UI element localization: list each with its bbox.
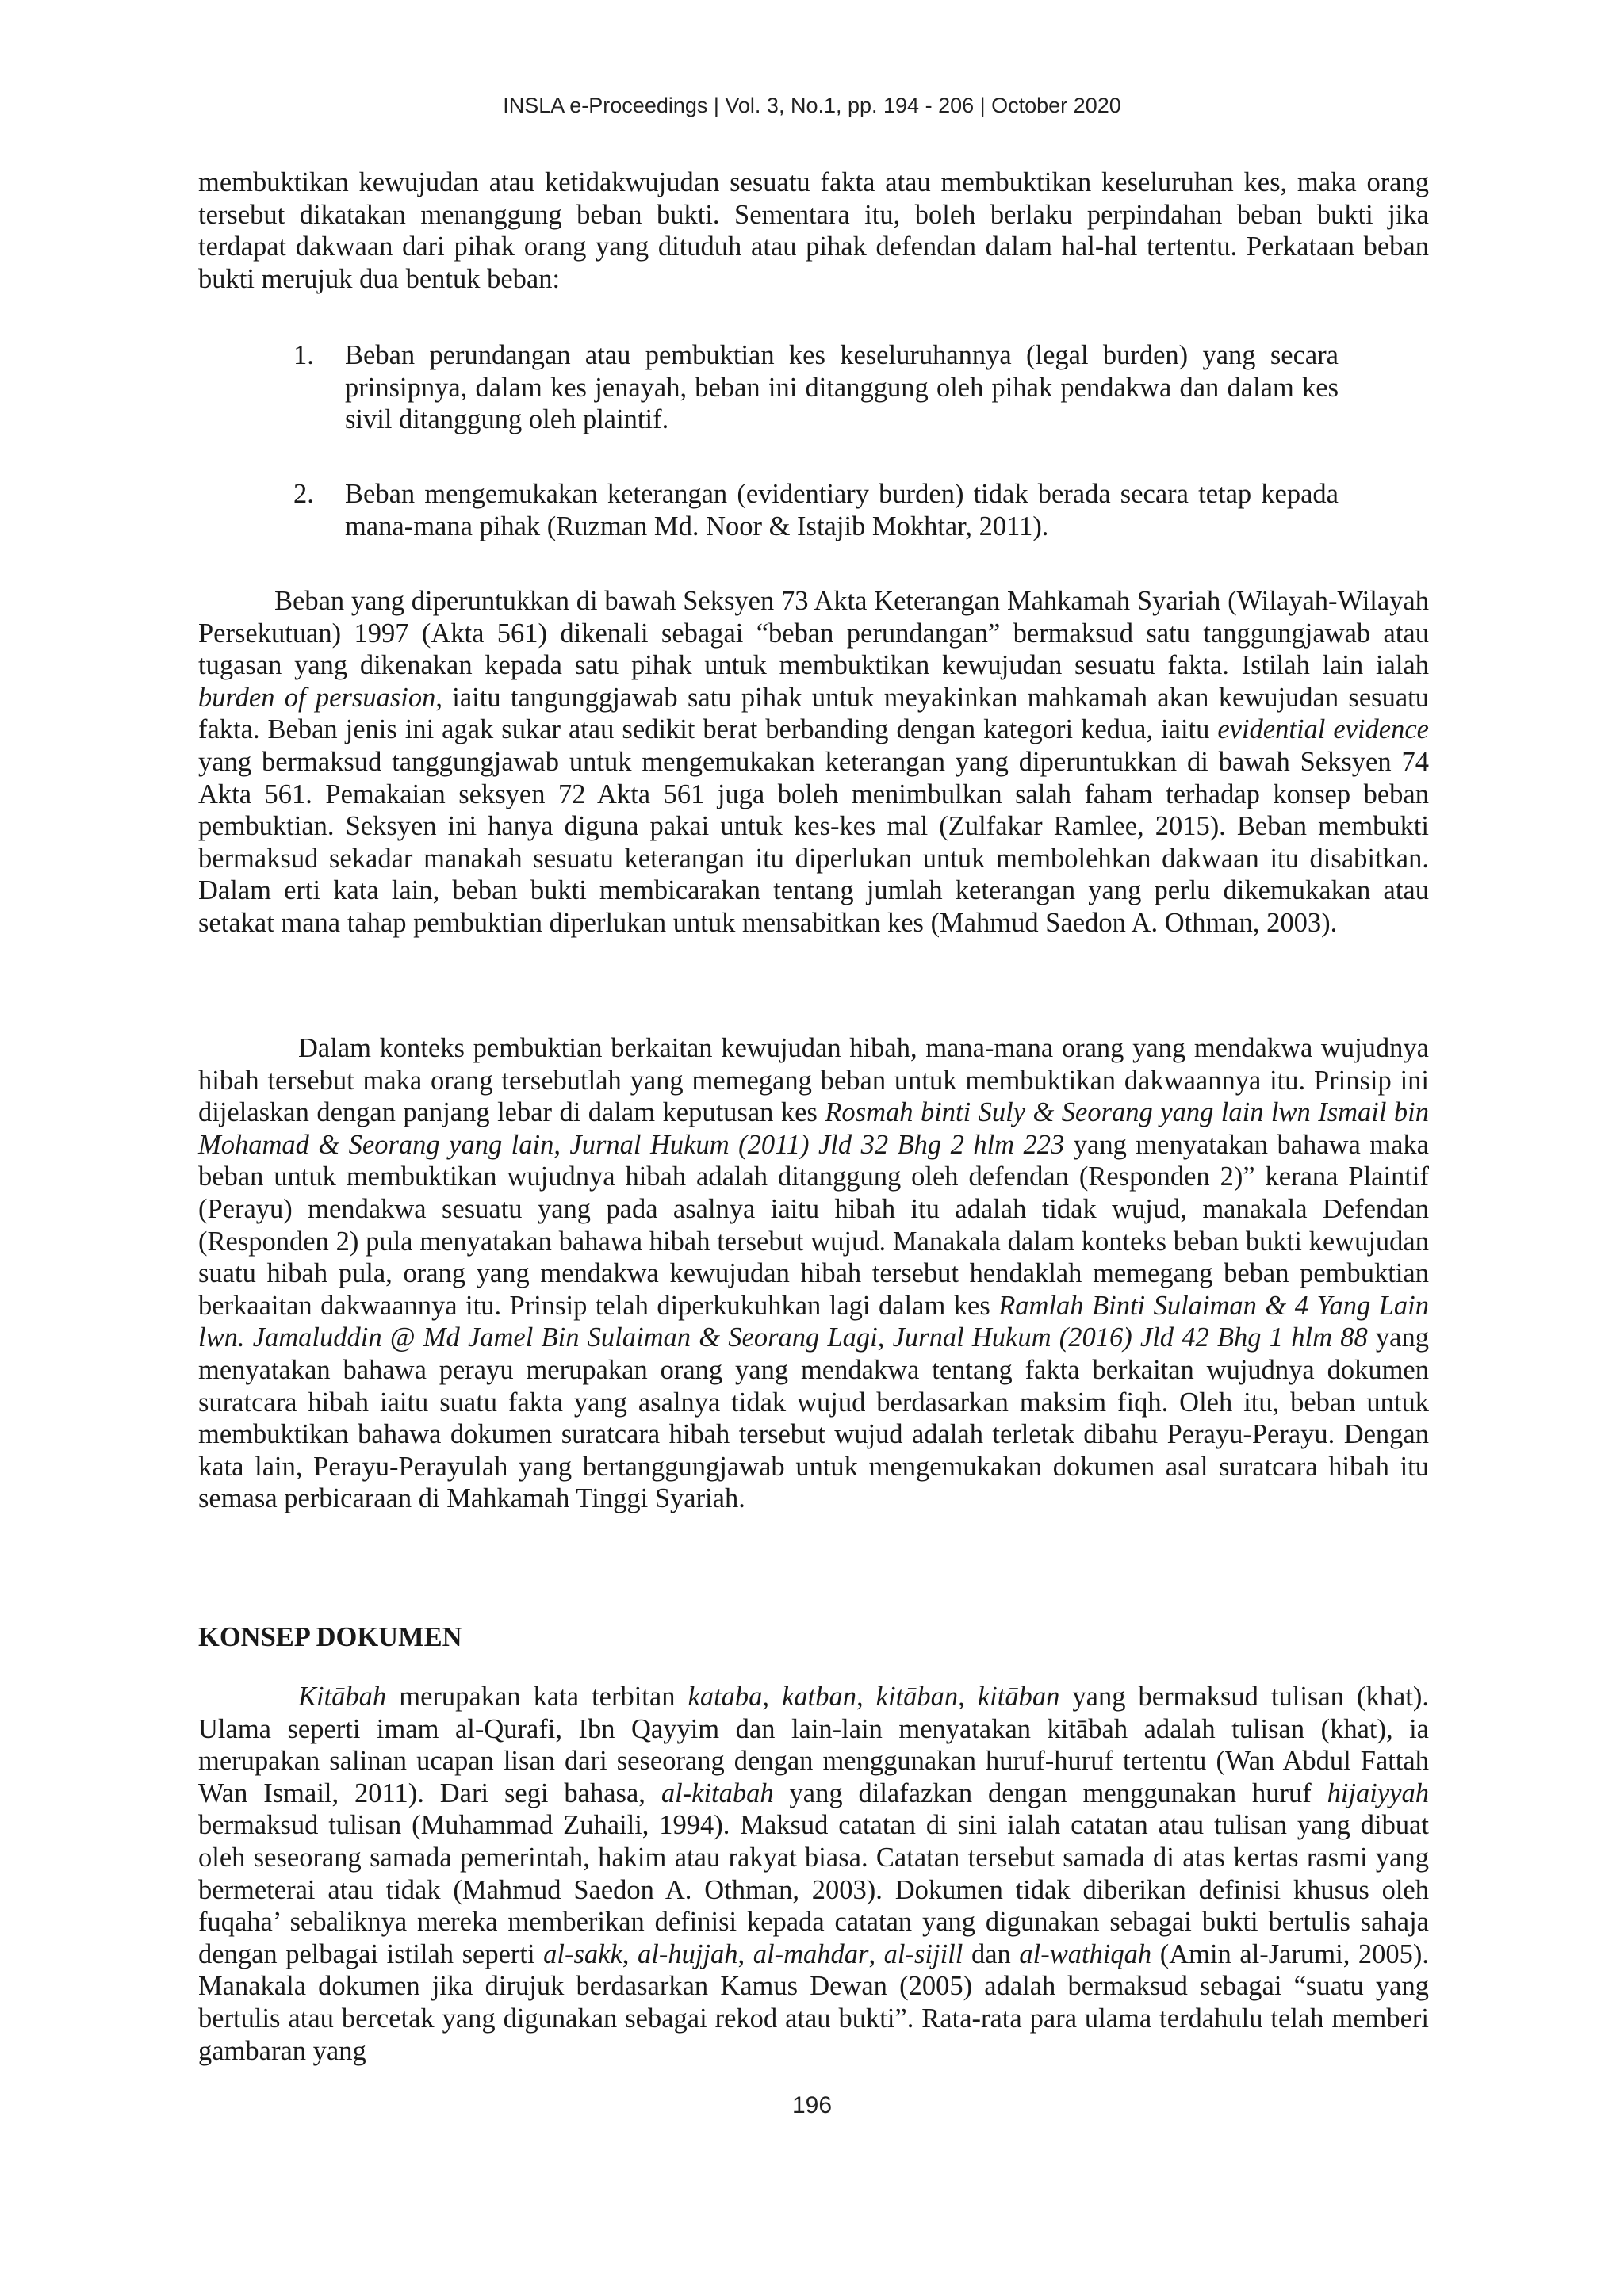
list-item-2 — [293, 478, 1339, 542]
running-header: INSLA e-Proceedings | Vol. 3, No.1, pp. 194 - 206 | October 2020 — [503, 94, 1121, 117]
text-run: yang bermaksud tanggungjawab untuk mengemukakan keterangan yang diperuntukkan di bawah Seksyen 74 Akta 561. Pemakaian seksyen 72 Akta 561 juga boleh menimbulkan salah faham terhadap konsep beban pembuktian. Seksyen ini hanya diguna pakai untuk kes-kes mal (Zulfakar Ramlee, 2015). Beban membukti bermaksud sekadar manakah sesuatu keterangan itu diperlukan untuk membolehkan dakwaan itu disabitkan. Dalam erti kata lain, beban bukti membicarakan tentang jumlah keterangan yang perlu dikemukakan atau setakat mana tahap pembuktian diperlukan untuk mensabitkan kes (Mahmud Saedon A. Othman, 2003). — [198, 746, 1429, 938]
case-citation: Ramlah Binti Sulaiman & 4 Yang Lain lwn. Jamaluddin @ Md Jamel Bin Sulaiman & Seorang Lagi, Jurnal Hukum (2016) Jld 42 Bhg 1 hlm 88 — [198, 1290, 1429, 1353]
list-item-1 — [293, 339, 1339, 436]
italic-term: al-sakk — [543, 1938, 622, 1969]
italic-term: burden of persuasion — [198, 682, 436, 713]
text-run: , iaitu tangunggjawab satu pihak untuk meyakinkan mahkamah akan kewujudan sesuatu fakta. Beban jenis ini agak sukar atau sedikit berat berbanding dengan kategori kedua, iaitu — [198, 682, 1429, 745]
list-item-1-text: Beban perundangan atau pembuktian kes keseluruhannya (legal burden) yang secara prinsipnya, dalam kes jenayah, beban ini ditanggung oleh pihak pendakwa dan dalam kes sivil ditanggung oleh plaintif. — [345, 340, 1339, 435]
text-run: , — [868, 1938, 884, 1969]
italic-term: al-kitabah — [661, 1777, 774, 1808]
text-run: Beban yang diperuntukkan di bawah Seksyen 73 Akta Keterangan Mahkamah Syariah (Wilayah-Wilayah Persekutuan) 1997 (Akta 561) dikenali sebagai “beban perundangan” bermaksud satu tanggungjawab atau tugasan yang dikenakan kepada satu pihak untuk membuktikan kewujudan sesuatu fakta. Istilah lain ialah — [198, 586, 1429, 681]
paragraph-3 — [198, 1032, 1429, 1515]
text-run: yang bermaksud tulisan (khat). Ulama seperti imam al-Qurafi, Ibn Qayyim dan lain-lain menyatakan kitābah adalah tulisan (khat), ia merupakan salinan ucapan lisan dari seseorang dengan menggunakan huruf-huruf tertentu (Wan Abdul Fattah Wan Ismail, 2011). Dari segi bahasa, — [198, 1682, 1429, 1808]
paragraph-2 — [198, 585, 1429, 939]
text-run: , — [622, 1938, 638, 1969]
italic-term: evidential evidence — [1217, 714, 1429, 745]
italic-term: al-hujjah — [638, 1938, 738, 1969]
text-run: , — [737, 1938, 753, 1969]
page-number: 196 — [791, 2092, 833, 2118]
text-run: yang dilafazkan dengan menggunakan huruf — [773, 1777, 1327, 1808]
paragraph-4 — [198, 1681, 1429, 2067]
list-item-1-number: 1. — [293, 340, 314, 370]
text-run: bermaksud tulisan (Muhammad Zuhaili, 1994). Maksud catatan di sini ialah catatan atau tulisan yang dibuat oleh seseorang samada pemerintah, hakim atau rakyat biasa. Catatan tersebut samada di atas kertas rasmi yang bermeterai atau tidak (Mahmud Saedon A. Othman, 2003). Dokumen tidak diberikan definisi khusus oleh fuqaha’ sebaliknya mereka memberikan definisi kepada catatan yang digunakan sebagai bukti bertulis sahaja dengan pelbagai istilah seperti — [198, 1810, 1429, 1969]
text-run: Dalam konteks pembuktian berkaitan kewujudan hibah, mana-mana orang yang mendakwa wujudnya hibah tersebut maka orang tersebutlah yang memegang beban untuk membuktikan dakwaannya itu. Prinsip ini dijelaskan dengan panjang lebar di dalam keputusan kes — [198, 1033, 1429, 1128]
list-item-2-text: Beban mengemukakan keterangan (evidentiary burden) tidak berada secara tetap kepada mana-mana pihak (Ruzman Md. Noor & Istajib Mokhtar, 2011). — [345, 479, 1339, 541]
italic-term: al-mahdar — [753, 1938, 869, 1969]
italic-term: kataba, katban, kitāban, kitāban — [688, 1682, 1060, 1712]
italic-term: al-wathiqah — [1019, 1938, 1152, 1969]
paragraph-1 — [198, 166, 1429, 295]
paragraph-1-text: membuktikan kewujudan atau ketidakwujudan sesuatu fakta atau membuktikan keseluruhan kes, maka orang tersebut dikatakan menanggung beban bukti. Sementara itu, boleh berlaku perpindahan beban bukti jika terdapat dakwaan dari pihak orang yang dituduh atau pihak defendan dalam hal-hal tertentu. Perkataan beban bukti merujuk dua bentuk beban: — [198, 167, 1429, 294]
section-heading: KONSEP DOKUMEN — [198, 1622, 462, 1652]
case-citation: Rosmah binti Suly & Seorang yang lain lwn Ismail bin Mohamad & Seorang yang lain, Jurnal Hukum (2011) Jld 32 Bhg 2 hlm 223 — [198, 1097, 1429, 1160]
italic-term: Kitābah — [298, 1682, 387, 1712]
text-run: yang menyatakan bahawa maka beban untuk membuktikan wujudnya hibah adalah ditanggung oleh defendan (Responden 2)” kerana Plaintif (Perayu) mendakwa sesuatu yang pada asalnya iaitu hibah itu adalah tidak wujud, manakala Defendan (Responden 2) pula menyatakan bahawa hibah tersebut wujud. Manakala dalam konteks beban bukti kewujudan suatu hibah pula, orang yang mendakwa kewujudan hibah tersebut hendaklah memegang beban pembuktian berkaaitan dakwaannya itu. Prinsip telah diperkukuhkan lagi dalam kes — [198, 1129, 1429, 1321]
text-run: merupakan kata terbitan — [386, 1682, 688, 1712]
text-run: (Amin al-Jarumi, 2005). Manakala dokumen jika dirujuk berdasarkan Kamus Dewan (2005) adalah bermaksud sebagai “suatu yang bertulis atau bercetak yang digunakan sebagai rekod atau bukti”. Rata-rata para ulama terdahulu telah memberi gambaran yang — [198, 1938, 1430, 2066]
text-run: dan — [963, 1938, 1020, 1969]
text-run: yang menyatakan bahawa perayu merupakan orang yang mendakwa tentang fakta berkaitan wujudnya dokumen suratcara hibah iaitu suatu fakta yang asalnya tidak wujud berdasarkan maksim fiqh. Oleh itu, beban untuk membuktikan bahawa dokumen suratcara hibah tersebut wujud adalah terletak dibahu Perayu-Perayu. Dengan kata lain, Perayu-Perayulah yang bertanggungjawab untuk mengemukakan dokumen asal suratcara hibah itu semasa perbicaraan di Mahkamah Tinggi Syariah. — [198, 1322, 1429, 1514]
list-item-2-number: 2. — [293, 479, 314, 509]
italic-term: al-sijill — [883, 1938, 963, 1969]
italic-term: hijaiyyah — [1327, 1777, 1429, 1808]
